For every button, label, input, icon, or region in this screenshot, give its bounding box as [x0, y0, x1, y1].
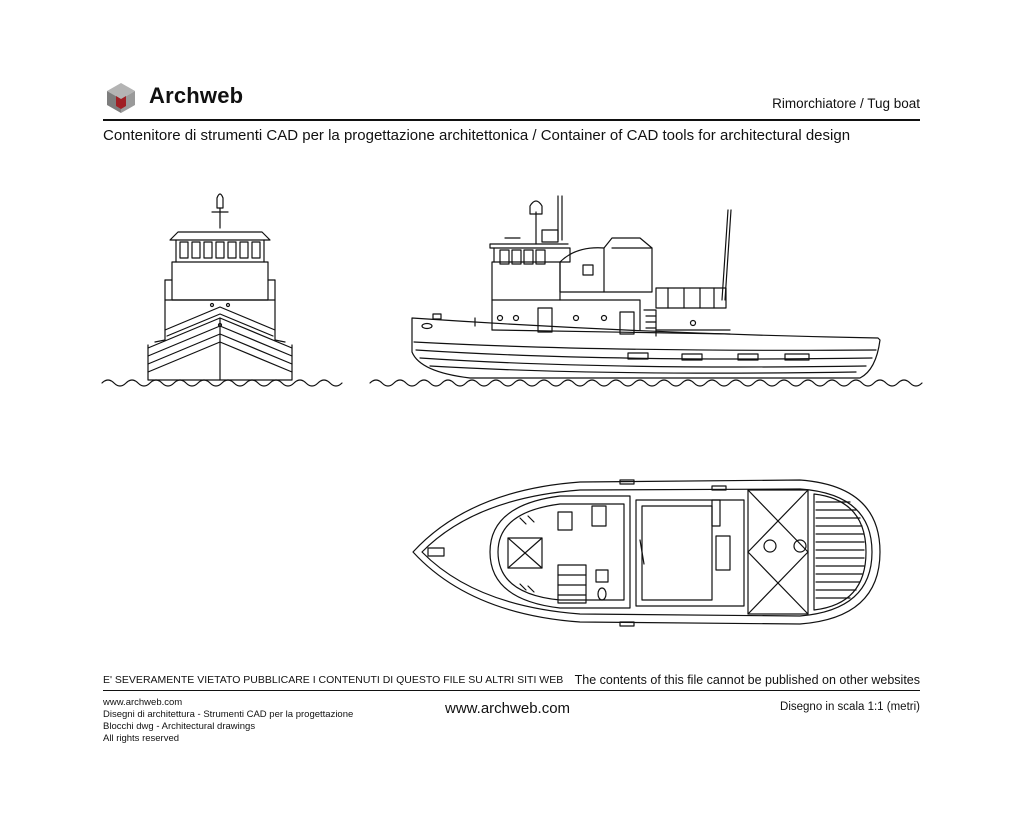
copyright-warning-italian: E' SEVERAMENTE VIETATO PUBBLICARE I CONTENUTI DI QUESTO FILE SU ALTRI SITI WEB — [103, 674, 564, 686]
front-view — [102, 194, 342, 386]
tagline: Contenitore di strumenti CAD per la progettazione architettonica / Container of CAD tools for architectural design — [103, 127, 851, 144]
front-view-waves — [102, 380, 342, 386]
side-view-waves — [370, 380, 922, 386]
drawing-subject: Rimorchiatore / Tug boat — [772, 96, 920, 111]
plan-view — [413, 480, 880, 626]
brand-name: Archweb — [149, 83, 244, 108]
footer-divider — [103, 690, 920, 691]
side-view — [370, 196, 922, 386]
footer-info — [103, 697, 353, 745]
copyright-warning-english: The contents of this file cannot be published on other websites — [574, 673, 920, 687]
footer-info-line: Blocchi dwg - Architectural drawings — [103, 721, 256, 732]
footer-info-line: www.archweb.com — [103, 697, 183, 708]
drawing-scale: Disegno in scala 1:1 (metri) — [780, 701, 920, 713]
footer-info-line: Disegni di architettura - Strumenti CAD per la progettazione — [103, 709, 354, 720]
website-link[interactable]: www.archweb.com — [445, 700, 571, 717]
footer-info-line: All rights reserved — [103, 733, 180, 744]
